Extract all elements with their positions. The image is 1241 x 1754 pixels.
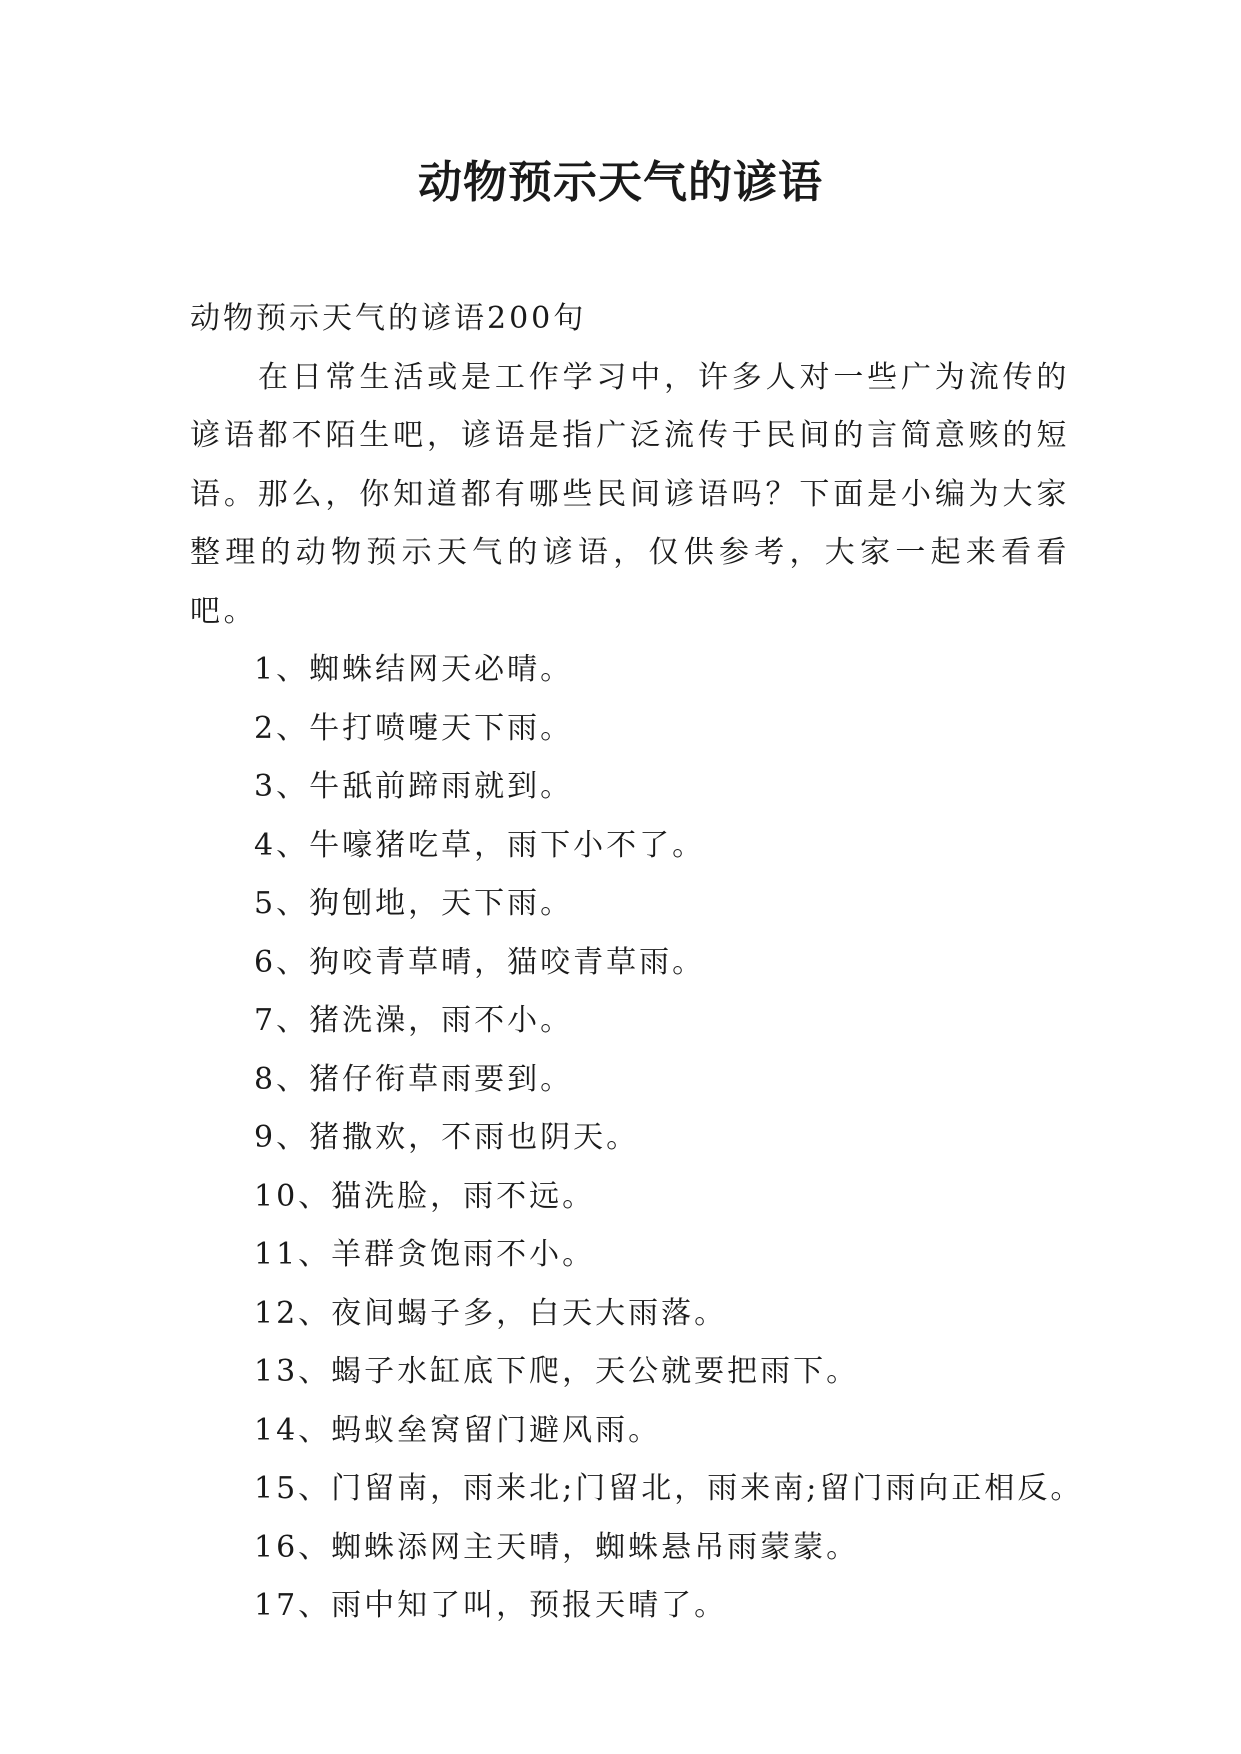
proverb-list <box>190 641 1084 1636</box>
list-item: 13、蝎子水缸底下爬，天公就要把雨下。 <box>254 1354 860 1389</box>
list-item: 16、蜘蛛添网主天晴，蜘蛛悬吊雨蒙蒙。 <box>254 1529 860 1565</box>
list-item: 8、猪仔衔草雨要到。 <box>254 1061 574 1097</box>
intro-paragraph: 在日常生活或是工作学习中，许多人对一些广为流传的谚语都不陌生吧，谚语是指广泛流传于民间的言简意赅的短语。那么，你知道都有哪些民间谚语吗？下面是小编为大家整理的动物预示天气的谚语，仅供参考，大家一起来看看吧。 <box>190 359 1070 629</box>
list-item: 5、狗刨地，天下雨。 <box>254 886 574 921</box>
list-item: 12、夜间蝎子多，白天大雨落。 <box>254 1295 728 1331</box>
list-item: 15、门留南，雨来北;门留北，雨来南;留门雨向正相反。 <box>254 1471 1084 1506</box>
list-item: 3、牛舐前蹄雨就到。 <box>254 769 574 804</box>
list-item: 14、蚂蚁垒窝留门避风雨。 <box>254 1412 662 1448</box>
list-item: 11、羊群贪饱雨不小。 <box>254 1237 596 1272</box>
list-item: 7、猪洗澡，雨不小。 <box>254 1003 574 1038</box>
page-title: 动物预示天气的谚语 <box>418 157 823 208</box>
list-item: 2、牛打喷嚏天下雨。 <box>254 710 574 746</box>
list-item: 4、牛嚎猪吃草，雨下小不了。 <box>254 827 706 863</box>
document-subtitle: 动物预示天气的谚语200句 <box>190 301 587 336</box>
list-item: 10、猫洗脸，雨不远。 <box>254 1178 596 1214</box>
list-item: 17、雨中知了叫，预报天晴了。 <box>254 1588 728 1623</box>
list-item: 1、蜘蛛结网天必晴。 <box>254 652 574 687</box>
list-item: 6、狗咬青草晴，猫咬青草雨。 <box>254 944 706 980</box>
document-body <box>190 290 1084 1636</box>
list-item: 9、猪撒欢，不雨也阴天。 <box>254 1120 640 1155</box>
